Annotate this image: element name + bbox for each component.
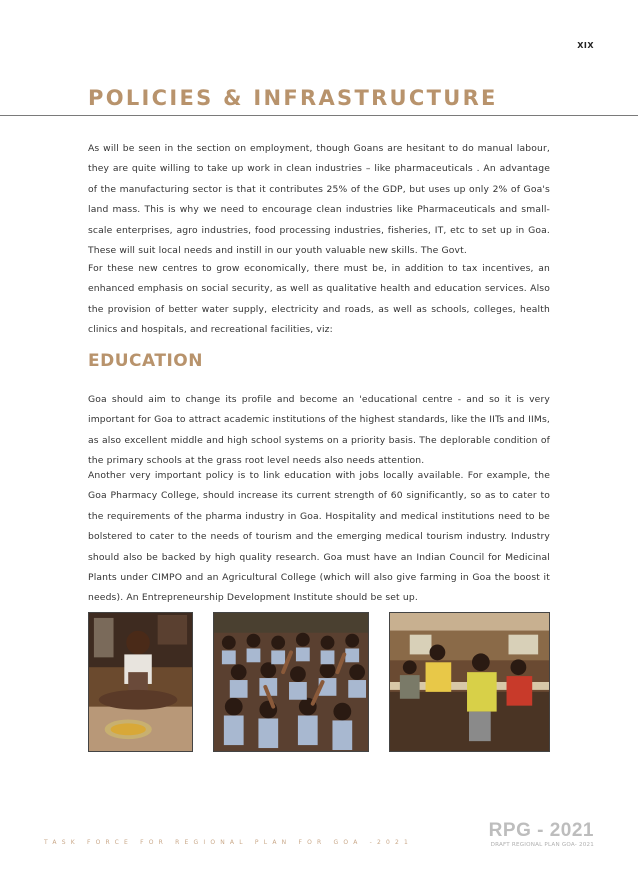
footer-subtitle: DRAFT REGIONAL PLAN GOA- 2021	[490, 842, 594, 848]
page-title: POLICIES & INFRASTRUCTURE	[88, 86, 498, 110]
page-number: XIX	[577, 41, 594, 50]
photo-classroom-children	[213, 612, 369, 752]
education-heading: EDUCATION	[88, 351, 203, 371]
photo-college-students	[389, 612, 550, 752]
intro-paragraph-1: As will be seen in the section on employment, though Goans are hesitant to do manual labour, they are quite willing to take up work in clean industries – like pharmaceuticals . An advantage of the manufacturing sector is that it contributes 25% of the GDP, but uses up only 2% of Goa's land mass. This is why we need to encourage clean industries like Pharmaceuticals and small-scale enterprises, agro industries, food processing industries, fisheries, IT, etc to set up in Goa. These will suit local needs and instill in our youth valuable new skills. The Govt.	[88, 143, 550, 257]
intro-paragraph-2: For these new centres to grow economically, there must be, in addition to tax incentives, an enhanced emphasis on social security, as well as qualitative health and education services. Also the provision of better water supply, electricity and roads, as well as schools, colleges, health clinics and hospitals, and recreational facilities, viz:	[88, 263, 550, 336]
photo-child-with-meal	[88, 612, 193, 752]
education-paragraph-2: Another very important policy is to link education with jobs locally available. For example, the Goa Pharmacy College, should increase its current strength of 60 significantly, so as to cater to the requirements of the pharma industry in Goa. Hospitality and medical institutions need to be bolstered to cater to the needs of tourism and the emerging medical tourism industry. Industry should also be backed by high quality research. Goa must have an Indian Council for Medicinal Plants under CIMPO and an Agricultural College (which will also give farming in Goa the boost it needs). An Entrepreneurship Development Institute should be set up.	[88, 470, 550, 604]
footer-brand-logo: RPG - 2021	[488, 820, 594, 841]
footer-task-force: TASK FORCE FOR REGIONAL PLAN FOR GOA -2021	[44, 839, 414, 846]
title-divider	[0, 115, 638, 116]
education-paragraph-1: Goa should aim to change its profile and become an 'educational centre - and so it is very important for Goa to attract academic institutions of the highest standards, like the IITs and IIMs, as also excellent middle and high school systems on a priority basis. The deplorable condition of the primary schools at the grass root level needs also needs attention.	[88, 394, 550, 467]
